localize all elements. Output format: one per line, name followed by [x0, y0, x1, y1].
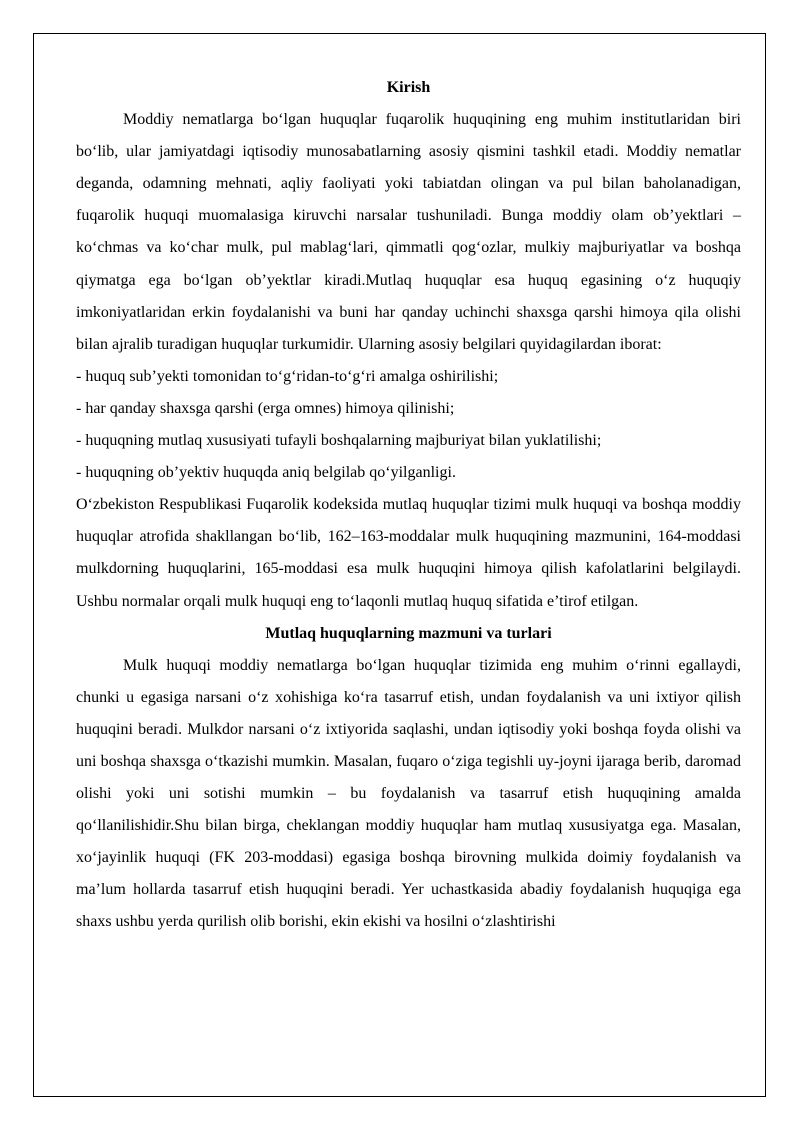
list-item: - har qanday shaxsga qarshi (erga omnes) himoya qilinishi; [76, 399, 455, 417]
heading-intro: Kirish [386, 79, 431, 96]
document-body [76, 72, 741, 939]
code-paragraph: O‘zbekiston Respublikasi Fuqarolik kodeksida mutlaq huquqlar tizimi mulk huquqi va boshqa moddiy huquqlar atrofida shakllangan bo‘lib, 162–163-moddalar mulk huquqining mazmunini, 164-moddasi mulkdorning huquqlarini, 165-moddasi esa mulk huquqini himoya qilish kafolatlarini belgilaydi. Ushbu normalar orqali mulk huquqi eng to‘laqonli mutlaq huquq sifatida e’tirof etilgan. [76, 496, 741, 610]
section-paragraph: Mulk huquqi moddiy nematlarga bo‘lgan huquqlar tizimida eng muhim o‘rinni egallaydi, chunki u egasiga narsani o‘z xohishiga ko‘ra tasarruf etish, undan foydalanish va uni ixtiyor qilish huquqini beradi. Mulkdor narsani o‘z ixtiyorida saqlashi, undan iqtisodiy yoki boshqa foyda olishi va uni boshqa shaxsga o‘tkazishi mumkin. Masalan, fuqaro o‘ziga tegishli uy-joyni ijaraga berib, daromad olishi yoki uni sotishi mumkin – bu foydalanish va tasarruf etish huquqining amalda qo‘llanilishidir.Shu bilan birga, cheklangan moddiy huquqlar ham mutlaq xususiyatga ega. Masalan, xo‘jayinlik huquqi (FK 203-moddasi) egasiga boshqa birovning mulkida doimiy foydalanish va ma’lum hollarda tasarruf etish huquqini beradi. Yer uchastkasida abadiy foydalanish huquqiga ega shaxs ushbu yerda qurilish olib borishi, ekin ekishi va hosilni o‘zlashtirishi [76, 656, 741, 931]
heading-section: Mutlaq huquqlarning mazmuni va turlari [265, 624, 552, 642]
list-item: - huquqning mutlaq xususiyati tufayli boshqalarning majburiyat bilan yuklatilishi; [76, 432, 602, 450]
intro-paragraph: Moddiy nematlarga bo‘lgan huquqlar fuqarolik huquqining eng muhim institutlaridan biri bo‘lib, ular jamiyatdagi iqtisodiy munosabatlarning asosiy qismini tashkil etadi. Moddiy nematlar deganda, odamning mehnati, aqliy faoliyati yoki tabiatdan olingan va pul bilan baholanadigan, fuqarolik huquqi muomalasiga kiruvchi narsalar tushuniladi. Bunga moddiy olam ob’yektlari – ko‘chmas va ko‘char mulk, pul mablag‘lari, qimmatli qog‘ozlar, mulkiy majburiyatlar va boshqa qiymatga ega bo‘lgan ob’yektlar kiradi.Mutlaq huquqlar esa huquq egasining o‘z huquqiy imkoniyatlaridan erkin foydalanishi va buni har qanday uchinchi shaxsga qarshi himoya qila olishi bilan ajralib turadigan huquqlar turkumidir. Ularning asosiy belgilari quyidagilardan iborat: [76, 111, 741, 353]
list-item: - huquqning ob’yektiv huquqda aniq belgilab qo‘yilganligi. [76, 464, 456, 482]
list-item: - huquq sub’yekti tomonidan to‘g‘ridan-to‘g‘ri amalga oshirilishi; [76, 367, 499, 385]
